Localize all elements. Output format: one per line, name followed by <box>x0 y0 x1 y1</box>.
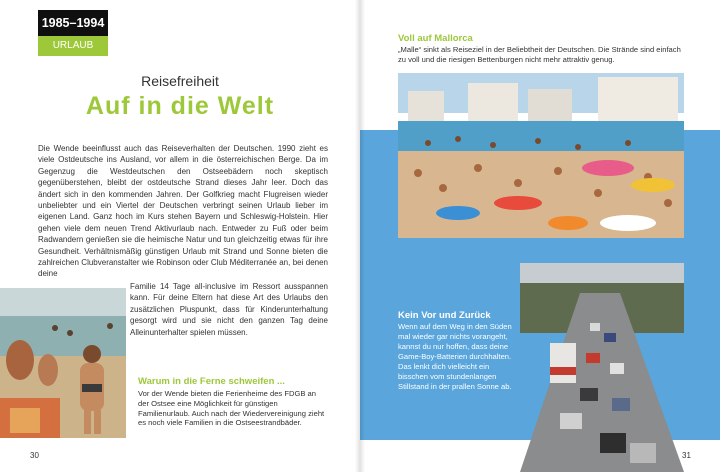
era-tag: URLAUB <box>38 36 108 56</box>
section-title: Voll auf Mallorca <box>398 33 473 44</box>
body-text: Die Wende beeinflusst auch das Reiseverhalten der Deutschen. 1990 zieht es viele Ostdeutsche ins Ausland, vor allem in die österreichischen Berge. Da im Gegenzug die Westdeutschen den Ostseebädern noch skeptisch gegenüberstehen, bleibt der ostdeutsche Strand dieses Jahr leer. Doch das ändert sich in den kommenden Jahren. Der Golfkrieg macht Flugreisen wieder unbeliebter und ein Viertel der Deutschen verbringt seinen Urlaub lieber im eigenen Land. Ganz hoch im Kurs stehen Bayern und Schleswig-Holstein. Hier gehen viele dem neuen Trend Aktivurlaub nach. Entweder zu Fuß oder beim Radwandern genießen sie die heimische Natur und tun gleichzeitig etwas für ihre Gesundheit. Verhältnismäßig günstigen Urlaub mit Strand und Sonne bieten die zahlreichen Clubveranstalter wie Robinson oder Club Méditerranée an, bei denen deine <box>38 144 328 279</box>
beach-photo <box>0 288 126 438</box>
box-title: Warum in die Ferne schweifen ... <box>138 376 285 387</box>
page-number: 30 <box>30 451 39 460</box>
box-title: Kein Vor und Zurück <box>398 310 491 321</box>
traffic-jam-photo <box>520 263 684 472</box>
kicker: Reisefreiheit <box>141 73 219 89</box>
era-years: 1985–1994 <box>38 10 108 36</box>
mallorca-beach-photo <box>398 73 684 238</box>
page-title: Auf in die Welt <box>85 92 275 120</box>
book-spine-shadow <box>355 0 365 472</box>
body-text-continued: Familie 14 Tage all-inclusive im Ressort ausspannen kann. Für deine Eltern hat diese Art des Urlaubs den zusätzlichen Pluspunkt, dass für Kinderunterhaltung gesorgt wird und sie nicht den ganzen Tag deine Alleinunterhalter spielen müssen. <box>130 282 328 337</box>
page-number: 31 <box>682 451 691 460</box>
right-page <box>360 0 720 472</box>
box-text: Vor der Wende bieten die Ferienheime des FDGB an der Ostsee eine Möglichkeit für günstigen Familienurlaub. Auch nach der Wiedervereinigung zieht es noch viele Familien in die Ostseestrandbäder. <box>138 389 325 428</box>
era-label <box>38 10 108 56</box>
section-text: „Malle“ sinkt als Reiseziel in der Beliebtheit der Deutschen. Die Strände sind einfach zu voll und die riesigen Bettenburgen nicht mehr attraktiv genug. <box>398 45 681 64</box>
box-text: Wenn auf dem Weg in den Süden mal wieder gar nichts vorangeht, kannst du nur hoffen, dass deine Game-Boy-Batterien durchhalten. Das lenkt dich vielleicht ein bisschen vom stundenlangen Stillstand in der prallen Sonne ab. <box>398 322 512 391</box>
